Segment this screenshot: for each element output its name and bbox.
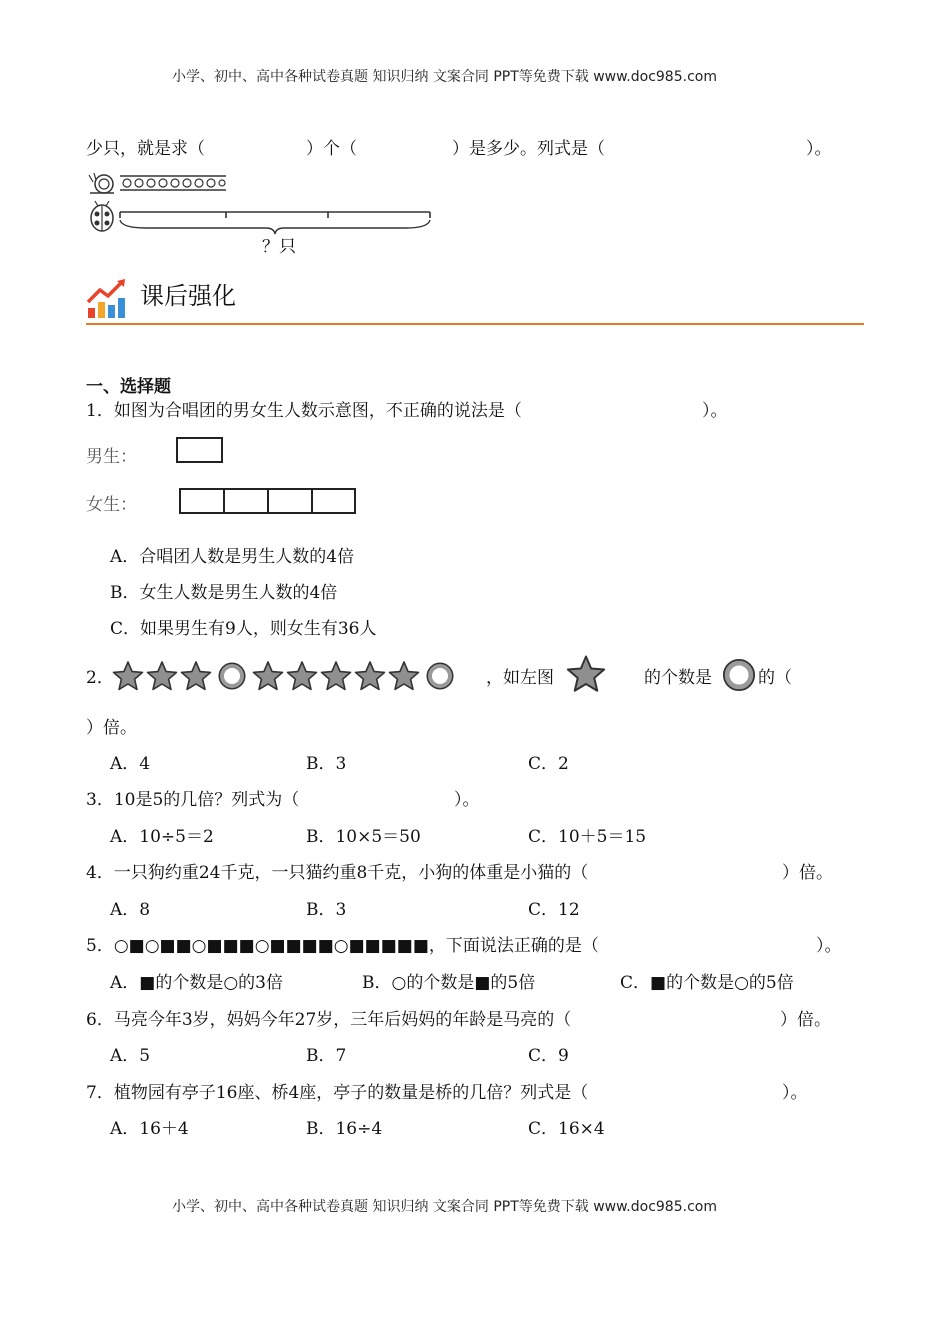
q5-option-a: A．■的个数是○的3倍 — [110, 973, 283, 993]
q7-option-b: B．16÷4 — [306, 1119, 383, 1139]
intro-text-4: ）。 — [806, 139, 832, 159]
q2-text-mid: ，如左图 — [486, 668, 554, 688]
q5-stem: 5．○■○■■○■■■○■■■■○■■■■■，下面说法正确的是（ — [86, 936, 599, 956]
ring-icon — [424, 660, 456, 692]
q5-option-b: B．○的个数是■的5倍 — [362, 973, 536, 993]
q6-option-b: B．7 — [306, 1046, 347, 1066]
q6-stem-end: ）倍。 — [780, 1010, 831, 1030]
q2-text-after-circle: 的（ — [758, 668, 792, 688]
q2-option-c: C．2 — [528, 754, 569, 774]
girls-bar — [179, 488, 356, 514]
q5-stem-end: ）。 — [816, 936, 842, 956]
q4-option-c: C．12 — [528, 900, 580, 920]
ladybug-bar — [120, 212, 430, 234]
q7-option-a: A．16＋4 — [110, 1119, 189, 1139]
diagram-question-label: ？只 — [262, 237, 296, 257]
q4-stem: 4．一只狗约重24千克，一只猫约重8千克，小狗的体重是小猫的（ — [86, 863, 589, 883]
section-title: 课后强化 — [140, 282, 236, 310]
q2-text-after-star: 的个数是 — [644, 668, 712, 688]
q2-option-a: A．4 — [110, 754, 151, 774]
star-icon — [286, 660, 318, 692]
star-icon — [566, 654, 606, 694]
ring-icon — [216, 660, 248, 692]
q1-option-a: A．合唱团人数是男生人数的4倍 — [110, 547, 355, 567]
ladybug-icon — [91, 201, 113, 231]
q1-stem: 1．如图为合唱团的男女生人数示意图，不正确的说法是（ — [86, 401, 522, 421]
q4-stem-end: ）倍。 — [782, 863, 833, 883]
star-icon — [112, 660, 144, 692]
q1-stem-end: ）。 — [702, 401, 728, 421]
star-icon — [354, 660, 386, 692]
q1-option-c: C．如果男生有9人，则女生有36人 — [110, 619, 377, 639]
intro-text-3: ）是多少。列式是（ — [452, 139, 605, 159]
intro-text-2: ）个（ — [306, 139, 357, 159]
snail-bar — [120, 176, 226, 190]
star-icon — [388, 660, 420, 692]
q6-option-c: C．9 — [528, 1046, 569, 1066]
q2-text-tail: ）倍。 — [86, 718, 137, 738]
q3-option-b: B．10×5＝50 — [306, 827, 421, 847]
q2-number: 2． — [86, 668, 114, 688]
intro-text-1: 少只，就是求（ — [86, 139, 205, 159]
q3-option-c: C．10＋5＝15 — [528, 827, 647, 847]
q5-option-c: C．■的个数是○的5倍 — [620, 973, 794, 993]
girls-label: 女生： — [86, 495, 137, 515]
boys-bar — [176, 437, 223, 463]
q4-option-b: B．3 — [306, 900, 347, 920]
q7-option-c: C．16×4 — [528, 1119, 605, 1139]
q1-option-b: B．女生人数是男生人数的4倍 — [110, 583, 338, 603]
q6-option-a: A．5 — [110, 1046, 151, 1066]
part-heading: 一、选择题 — [86, 377, 171, 397]
snail-ladybug-diagram — [86, 168, 436, 236]
star-icon — [146, 660, 178, 692]
page-footer: 小学、初中、高中各种试卷真题 知识归纳 文案合同 PPT等免费下载 www.doc985.com — [172, 1199, 717, 1215]
q7-stem-end: ）。 — [782, 1083, 808, 1103]
q7-stem: 7．植物园有亭子16座、桥4座，亭子的数量是桥的几倍？列式是（ — [86, 1083, 589, 1103]
boys-label: 男生： — [86, 447, 137, 467]
q4-option-a: A．8 — [110, 900, 151, 920]
q3-stem: 3．10是5的几倍？列式为（ — [86, 790, 300, 810]
section-divider — [86, 323, 864, 325]
star-icon — [252, 660, 284, 692]
ring-icon — [720, 656, 758, 694]
q6-stem: 6．马亮今年3岁，妈妈今年27岁，三年后妈妈的年龄是马亮的（ — [86, 1010, 572, 1030]
q3-option-a: A．10÷5＝2 — [110, 827, 214, 847]
q3-stem-end: ）。 — [454, 790, 480, 810]
snail-icon — [89, 173, 114, 193]
page-header: 小学、初中、高中各种试卷真题 知识归纳 文案合同 PPT等免费下载 www.doc985.com — [172, 69, 717, 85]
star-icon — [320, 660, 352, 692]
q2-option-b: B．3 — [306, 754, 347, 774]
star-icon — [180, 660, 212, 692]
trend-chart-icon — [86, 278, 128, 320]
